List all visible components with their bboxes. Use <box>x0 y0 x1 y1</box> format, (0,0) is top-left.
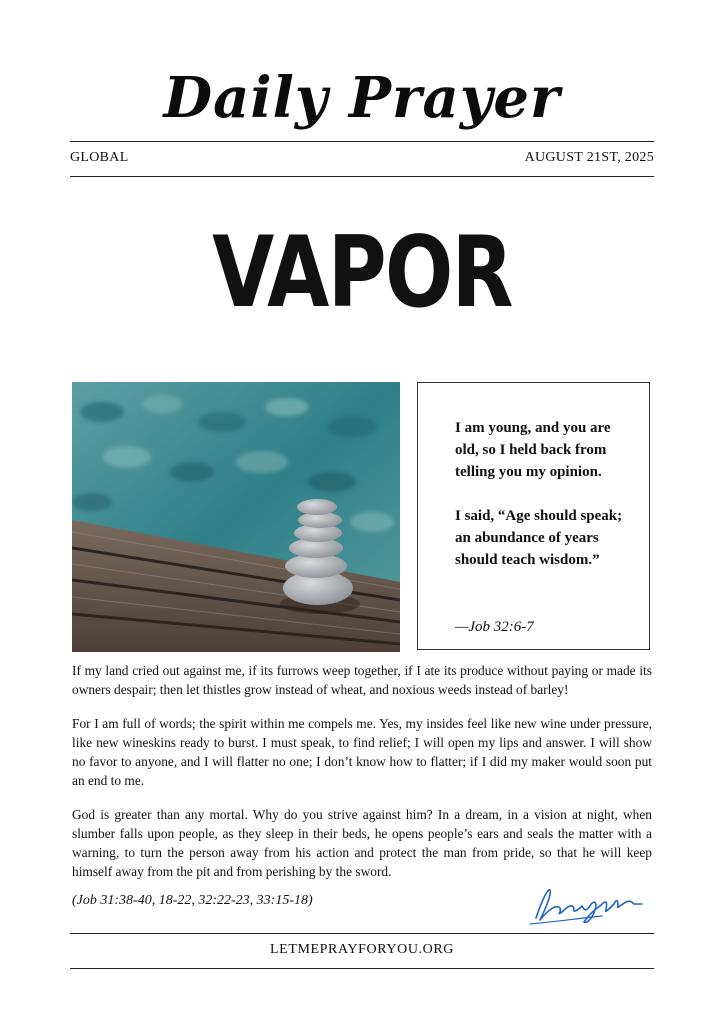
quote-citation: —Job 32:6-7 <box>455 619 534 635</box>
masthead-title: Daily Prayer <box>163 65 561 131</box>
issue-date: AUGUST 21ST, 2025 <box>524 150 654 165</box>
body-paragraph: God is greater than any mortal. Why do you strive against him? In a dream, in a vision at night, when slumber falls upon people, as they sleep in their beds, he opens people’s ears and seals the matter with a warning, to turn the person away from his action and protect the man from pride, so that he will keep himself away from the pit and from perishing by the sword. <box>72 807 652 879</box>
footer-top-rule <box>70 933 654 934</box>
body-text <box>72 661 652 896</box>
quote-paragraph: I said, “Age should speak; an abundance of years should teach wisdom.” <box>455 508 623 568</box>
header-top-rule <box>70 141 654 142</box>
signature <box>522 880 647 930</box>
header-bottom-rule <box>70 176 654 177</box>
region-label: GLOBAL <box>70 150 129 165</box>
headline: VAPOR <box>212 216 512 330</box>
body-paragraph: If my land cried out against me, if its furrows weep together, if I ate its produce without paying or made its owners despair; then let thistles grow instead of wheat, and noxious weeds instead of barley! <box>72 663 652 697</box>
scripture-references: (Job 31:38-40, 18-22, 32:22-23, 33:15-18) <box>72 893 313 908</box>
stacked-stones-photo <box>72 382 400 652</box>
quote-paragraph: I am young, and you are old, so I held back from telling you my opinion. <box>455 420 611 480</box>
quote-text <box>455 417 635 593</box>
body-paragraph: For I am full of words; the spirit within me compels me. Yes, my insides feel like new wine under pressure, like new wineskins ready to burst. I must speak, to find relief; I will open my lips and answer. I will show no favor to anyone, and I will flatter no one; I don’t know how to flatter; if I did my maker would soon put an end to me. <box>72 716 652 788</box>
footer-website[interactable]: LETMEPRAYFORYOU.ORG <box>270 942 454 957</box>
footer-bottom-rule <box>70 968 654 969</box>
scripture-quote-box <box>417 382 650 650</box>
